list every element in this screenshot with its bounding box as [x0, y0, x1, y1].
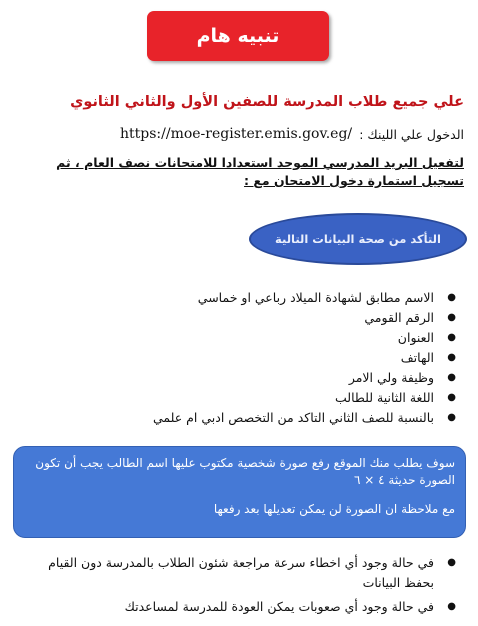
- link-row: [0, 127, 464, 145]
- list-item: [34, 597, 456, 617]
- photo-upload-notice: [13, 446, 466, 538]
- bullet-icon: ●: [447, 601, 456, 612]
- photo-warning-text: مع ملاحظة ان الصورة لن يمكن تعديلها بعد رفعها: [213, 502, 455, 516]
- activation-instructions: لتفعيل البريد المدرسي الموحد استعدادا للامتحانات نصف العام ، ثم تسجيل استمارة دخول الامتحان مع :: [56, 155, 464, 188]
- bullet-icon: ●: [447, 392, 456, 403]
- list-item: [34, 553, 456, 593]
- list-item-text: في حالة وجود أي اخطاء سرعة مراجعة شئون الطلاب بالمدرسة دون القيام بحفظ البيانات: [48, 555, 434, 590]
- list-item-text: الاسم مطابق لشهادة الميلاد رباعي او خماسي: [197, 290, 434, 305]
- list-item: [54, 288, 456, 308]
- list-item: [54, 388, 456, 408]
- important-notice-banner: [147, 11, 329, 61]
- list-item-text: في حالة وجود أي صعوبات يمكن العودة للمدرسة لمساعدتك: [124, 599, 434, 614]
- verify-data-ellipse: [249, 213, 467, 265]
- link-label: الدخول علي اللينك :: [359, 127, 464, 142]
- photo-requirement-text: سوف يطلب منك الموقع رفع صورة شخصية مكتوب عليها اسم الطالب يجب أن تكون الصورة حديثة ٤ × ٦: [35, 456, 455, 487]
- verify-data-label: التأكد من صحة البيانات التالية: [275, 232, 441, 246]
- list-item: [54, 328, 456, 348]
- page-heading: علي جميع طلاب المدرسة للصفين الأول والثاني الثانوي: [70, 94, 464, 110]
- bullet-icon: ●: [447, 412, 456, 423]
- bullet-icon: ●: [447, 372, 456, 383]
- list-item: [54, 368, 456, 388]
- bullet-icon: ●: [447, 332, 456, 343]
- list-item-text: الرقم القومي: [364, 310, 434, 325]
- list-item: [54, 408, 456, 428]
- list-item-text: الهاتف: [400, 350, 434, 365]
- registration-link[interactable]: https://moe-register.emis.gov.eg/: [120, 126, 353, 142]
- list-item: [54, 308, 456, 328]
- bullet-icon: ●: [447, 557, 456, 568]
- bullet-icon: ●: [447, 352, 456, 363]
- bullet-icon: ●: [447, 292, 456, 303]
- list-item: [54, 348, 456, 368]
- banner-text: تنبيه هام: [196, 25, 280, 47]
- notes-list: [34, 553, 456, 617]
- list-item-text: بالنسبة للصف الثاني التاكد من التخصص ادبي ام علمي: [152, 410, 434, 425]
- list-item-text: اللغة الثانية للطالب: [334, 390, 434, 405]
- list-item-text: وظيفة ولي الامر: [348, 370, 434, 385]
- checklist: [54, 288, 456, 428]
- list-item-text: العنوان: [397, 330, 434, 345]
- bullet-icon: ●: [447, 312, 456, 323]
